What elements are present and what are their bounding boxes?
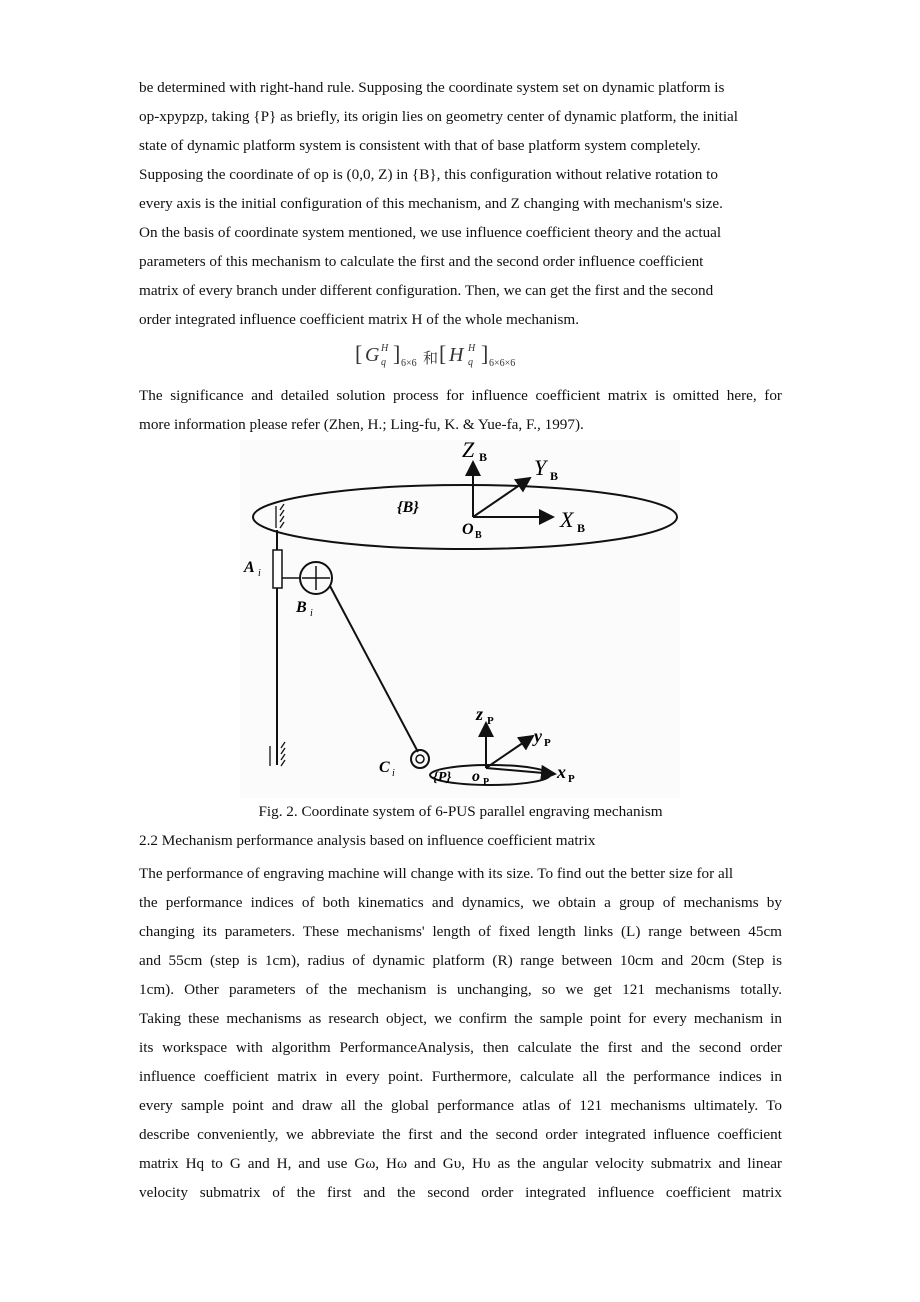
text-line: parameters of this mechanism to calculate the first and the second order influence coefficient — [139, 253, 704, 270]
yb-axis — [473, 478, 530, 517]
ob-label: O — [462, 521, 474, 538]
text-line: matrix of every branch under different configuration. Then, we can get the first and the second — [139, 282, 714, 299]
figure-coordinate-system — [240, 440, 680, 798]
joint-ci — [411, 750, 429, 768]
formula-h-dim: 6×6×6 — [489, 358, 516, 369]
text-line: Supposing the coordinate of op is (0,0, Z) in {B}, this configuration without relative rotation to — [139, 166, 718, 183]
text-line: describe conveniently, we abbreviate the first and the second order integrated influence coefficient — [139, 1126, 782, 1143]
bi-label: B — [296, 599, 307, 616]
text-line: be determined with right-hand rule. Supposing the coordinate system set on dynamic platform is — [139, 79, 725, 96]
svg-text:H: H — [468, 343, 476, 354]
formula-h: H — [449, 344, 464, 366]
svg-text:B: B — [479, 450, 488, 464]
svg-text:P: P — [544, 737, 551, 749]
ai-label: A — [244, 559, 255, 576]
formula-sub: q — [381, 357, 386, 368]
yb-label: Y — [534, 455, 547, 480]
platform-frame-label: {P} — [433, 770, 452, 785]
figure-svg — [240, 440, 680, 798]
op-label: o — [472, 768, 480, 785]
svg-text:B: B — [577, 521, 586, 535]
text-line: every axis is the initial configuration of this mechanism, and Z changing with mechanism's size. — [139, 195, 723, 212]
formula-g: G — [365, 344, 380, 366]
ci-label: C — [379, 759, 390, 776]
paragraph-2 — [139, 381, 782, 439]
text-line: influence coefficient matrix in every point. Furthermore, calculate all the performance indices in — [139, 1068, 782, 1085]
yp-axis — [486, 736, 533, 768]
text-line: order integrated influence coefficient matrix H of the whole mechanism. — [139, 311, 579, 328]
xb-label: X — [560, 507, 574, 532]
slider-ai — [273, 550, 282, 588]
svg-text:P: P — [568, 773, 575, 785]
paragraph-1 — [139, 73, 782, 334]
text-line: its workspace with algorithm PerformanceAnalysis, then calculate the first and the second order — [139, 1039, 782, 1056]
svg-text:q: q — [468, 357, 473, 368]
zb-label: Z — [462, 440, 475, 462]
text-line: The performance of engraving machine will change with its size. To find out the better size for all — [139, 865, 734, 882]
formula-conjunction: 和 — [423, 351, 439, 367]
xp-label: x — [557, 762, 566, 782]
yp-label: y — [534, 726, 542, 746]
text-line: op-xpypzp, taking {P} as briefly, its origin lies on geometry center of dynamic platform, the initial — [139, 108, 739, 125]
svg-text:[: [ — [439, 341, 447, 366]
svg-text:P: P — [487, 715, 494, 727]
matrix-formula — [355, 340, 585, 370]
svg-text:i: i — [392, 768, 395, 779]
zp-label: z — [476, 704, 484, 724]
formula-graphic — [355, 340, 585, 370]
text-line: 1cm). Other parameters of the mechanism is unchanging, so we get 121 mechanisms totally. — [139, 981, 782, 998]
text-line: On the basis of coordinate system mentioned, we use influence coefficient theory and the actual — [139, 224, 722, 241]
svg-text:B: B — [550, 469, 559, 483]
text-line: the performance indices of both kinematics and dynamics, we obtain a group of mechanisms by — [139, 894, 782, 911]
text-line: state of dynamic platform system is consistent with that of base platform system completely. — [139, 137, 701, 154]
fixed-length-link — [330, 586, 418, 752]
svg-text:i: i — [258, 568, 261, 579]
figure-caption: Fig. 2. Coordinate system of 6-PUS parallel engraving mechanism — [258, 803, 663, 820]
base-frame-label: {B} — [397, 499, 419, 516]
formula-g-dim: 6×6 — [401, 358, 417, 369]
text-line: every sample point and draw all the global performance atlas of 121 mechanisms ultimately. To — [139, 1097, 782, 1114]
text-line: changing its parameters. These mechanisms' length of fixed length links (L) range between 45cm — [139, 923, 782, 940]
svg-text:]: ] — [481, 341, 489, 366]
text-line: Taking these mechanisms as research object, we confirm the sample point for every mechanism in — [139, 1010, 782, 1027]
text-line: velocity submatrix of the first and the second order integrated influence coefficient matrix — [139, 1184, 782, 1201]
svg-text:]: ] — [393, 341, 401, 366]
base-platform-ellipse — [253, 485, 677, 549]
text-line: and 55cm (step is 1cm), radius of dynamic platform (R) range between 10cm and 20cm (Step is — [139, 952, 782, 969]
section-heading: 2.2 Mechanism performance analysis based on influence coefficient matrix — [139, 832, 596, 849]
svg-text:[: [ — [355, 341, 363, 366]
svg-text:B: B — [475, 530, 482, 541]
text-line: The significance and detailed solution process for influence coefficient matrix is omitted here, for — [139, 387, 782, 404]
base-hatch — [276, 504, 284, 528]
text-line: more information please refer (Zhen, H.; Ling-fu, K. & Yue-fa, F., 1997). — [139, 416, 584, 433]
paragraph-3 — [139, 859, 782, 1207]
formula-sup: H — [381, 343, 389, 354]
svg-text:P: P — [483, 777, 490, 788]
text-line: matrix Hq to G and H, and use Gω, Hω and Gυ, Hυ as the angular velocity submatrix and linear — [139, 1155, 782, 1172]
svg-text:i: i — [310, 608, 313, 619]
